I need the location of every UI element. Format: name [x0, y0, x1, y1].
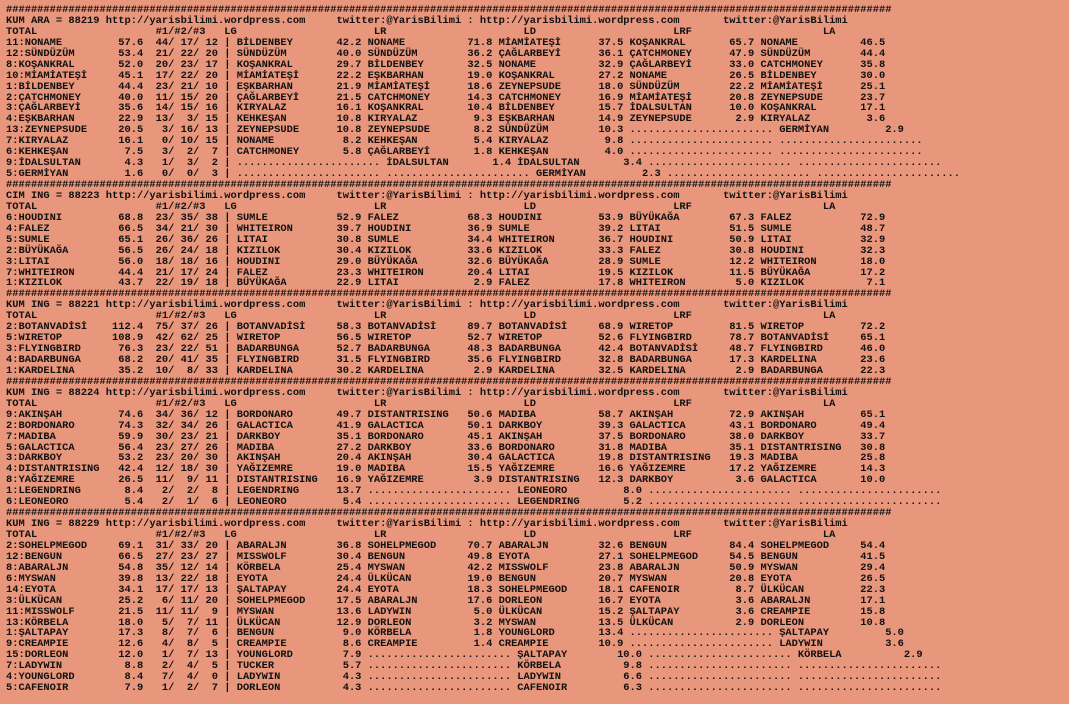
table-row: 8:ABARALJN 54.8 35/ 12/ 14 | KÖRBELA 25.4 MYSWAN 42.2 MISSWOLF 23.8 ABARALJN 50.9 MYSWAN 29.4 [6, 561, 886, 574]
table-row: 4:DISTANTRISING 42.4 12/ 18/ 30 | YAĞIZEMRE 19.0 MADIBA 15.5 YAĞIZEMRE 16.6 YAĞIZEMRE 17.2 YAĞIZEMRE 14.3 [6, 463, 886, 476]
table-row: 2:BÜYÜKAĞA 56.5 26/ 24/ 18 | KIZILOK 30.4 KIZILOK 33.6 KIZILOK 33.3 FALEZ 30.8 HOUDINI 32.3 [6, 244, 886, 257]
table-row: 14:EYOTA 34.1 17/ 17/ 13 | ŞALTAPAY 24.4 EYOTA 18.3 SOHELPMEGOD 18.1 CAFENOIR 8.7 ÜLKÜCAN 22.3 [6, 583, 886, 596]
table-row: 1:KIZILOK 43.7 22/ 19/ 18 | BÜYÜKAĞA 22.9 LITAI 2.9 FALEZ 17.8 WHITEIRON 5.0 KIZILOK 7.1 [6, 277, 886, 290]
table-row: 5:SUMLE 65.1 26/ 36/ 26 | LITAI 30.8 SUMLE 34.4 WHITEIRON 36.7 HOUDINI 50.9 LITAI 32.9 [6, 233, 886, 246]
race-header: KUM ING = 88221 http://yarisbilimi.wordpress.com twitter:@YarisBilimi : http://yarisbilimi.wordpress.com twitter:@YarisBilimi [6, 299, 848, 312]
table-row: 4:FALEZ 66.5 34/ 21/ 30 | WHITEIRON 39.7 HOUDINI 36.9 SUMLE 39.2 LITAI 51.5 SUMLE 48.7 [6, 222, 886, 235]
table-row: 7:MADIBA 59.9 30/ 23/ 21 | DARKBOY 35.1 BORDONARO 45.1 AKINŞAH 37.5 BORDONARO 38.0 DARKBOY 33.7 [6, 430, 886, 443]
section-divider: ############################################################################################################################################## [6, 179, 892, 191]
table-row: 1:KARDELINA 35.2 10/ 8/ 33 | KARDELINA 30.2 KARDELINA 2.9 KARDELINA 32.5 KARDELINA 2.9 BADARBUNGA 22.3 [6, 364, 886, 377]
table-row: 11:NONAME 57.6 44/ 17/ 12 | BİLDENBEY 42.2 NONAME 71.8 MİAMİATEŞİ 37.5 KOŞANKRAL 65.7 NONAME 46.5 [6, 36, 886, 49]
race-header: KUM ARA = 88219 http://yarisbilimi.wordpress.com twitter:@YarisBilimi : http://yarisbilimi.wordpress.com twitter:@YarisBilimi [6, 14, 848, 27]
table-row: 9:İDALSULTAN 4.3 1/ 3/ 2 | ....................... İDALSULTAN 1.4 İDALSULTAN 3.4 ....................... ....................... [6, 157, 942, 170]
column-header-row: TOTAL #1/#2/#3 LG LR LD LRF LA [6, 529, 836, 541]
table-row: 7:KIRYALAZ 16.1 0/ 10/ 15 | NONAME 8.2 KEHKEŞAN 5.4 KIRYALAZ 9.8 ....................... ....................... [6, 135, 923, 148]
section-divider: ############################################################################################################################################## [6, 507, 892, 520]
section-divider: ############################################################################################################################################## [6, 288, 892, 301]
table-row: 9:AKINŞAH 74.6 34/ 36/ 12 | BORDONARO 49.7 DISTANTRISING 50.6 MADIBA 58.7 AKINŞAH 72.9 AKINŞAH 65.1 [6, 408, 886, 421]
table-row: 2:SOHELPMEGOD 69.1 31/ 33/ 20 | ABARALJN 36.8 SOHELPMEGOD 70.7 ABARALJN 32.6 BENGUN 84.4 SOHELPMEGOD 54.4 [6, 539, 886, 552]
column-header-row: TOTAL #1/#2/#3 LG LR LD LRF LA [6, 310, 836, 323]
section-divider: ############################################################################################################################################## [6, 4, 892, 16]
table-row: 9:CREAMPIE 12.6 4/ 8/ 5 | CREAMPIE 8.6 CREAMPIE 1.4 CREAMPIE 10.9 ....................... LADYWIN 3.6 [6, 638, 904, 651]
column-header-row: TOTAL #1/#2/#3 LG LR LD LRF LA [6, 200, 836, 213]
table-row: 13:KÖRBELA 18.0 5/ 7/ 11 | ÜLKÜCAN 12.9 DORLEON 3.2 MYSWAN 13.5 ÜLKÜCAN 2.9 DORLEON 10.8 [6, 616, 886, 629]
table-row: 3:DARKBOY 53.2 23/ 20/ 30 | AKINŞAH 20.4 AKINŞAH 30.4 GALACTICA 19.8 DISTANTRISING 19.3 MADIBA 25.8 [6, 452, 886, 465]
table-row: 5:GALACTICA 56.4 23/ 27/ 26 | MADIBA 27.2 DARKBOY 33.6 BORDONARO 31.8 MADIBA 35.1 DISTANTRISING 30.8 [6, 441, 886, 454]
table-row: 6:MYSWAN 39.8 13/ 22/ 18 | EYOTA 24.4 ÜLKÜCAN 19.0 BENGUN 20.7 MYSWAN 20.8 EYOTA 26.5 [6, 572, 886, 585]
table-row: 4:YOUNGLORD 8.4 7/ 4/ 0 | LADYWIN 4.3 ....................... LADYWIN 6.6 ....................... ....................... [6, 671, 942, 684]
table-row: 4:BADARBUNGA 68.2 20/ 41/ 35 | FLYINGBIRD 31.5 FLYINGBIRD 35.6 FLYINGBIRD 32.8 BADARBUNGA 17.3 KARDELINA 23.6 [6, 354, 886, 366]
table-row: 3:FLYINGBIRD 76.3 23/ 22/ 51 | BADARBUNGA 52.7 BADARBUNGA 48.3 BADARBUNGA 42.4 BOTANVADİSİ 48.7 FLYINGBIRD 46.0 [6, 343, 886, 356]
table-row: 5:WIRETOP 108.9 42/ 62/ 25 | WIRETOP 56.5 WIRETOP 52.7 WIRETOP 52.6 FLYINGBIRD 78.7 BOTANVADİSİ 65.1 [6, 332, 886, 345]
table-row: 7:WHITEIRON 44.4 21/ 17/ 24 | FALEZ 23.3 WHITEIRON 20.4 LITAI 19.5 KIZILOK 11.5 BÜYÜKAĞA 17.2 [6, 266, 886, 279]
table-row: 13:ZEYNEPSUDE 20.5 3/ 16/ 13 | ZEYNEPSUDE 10.8 ZEYNEPSUDE 8.2 SÜNDÜZÜM 10.3 ....................... GERMİYAN 2.9 [6, 124, 904, 137]
table-row: 6:KEHKEŞAN 7.5 3/ 2/ 7 | CATCHMONEY 5.8 ÇAĞLARBEYİ 1.8 KEHKEŞAN 4.0 ....................... ....................... [6, 146, 923, 159]
table-row: 1:LEGENDRING 8.4 2/ 2/ 8 | LEGENDRING 13.7 ....................... LEONEORO 8.0 ....................... ....................... [6, 485, 942, 498]
race-header: CIM ING = 88223 http://yarisbilimi.wordpress.com twitter:@YarisBilimi : http://yarisbilimi.wordpress.com twitter:@YarisBilimi [6, 189, 848, 202]
table-row: 2:BOTANVADİSİ 112.4 75/ 37/ 26 | BOTANVADİSİ 58.3 BOTANVADİSİ 89.7 BOTANVADİSİ 68.9 WIRETOP 81.5 WIRETOP 72.2 [6, 321, 886, 334]
column-header-row: TOTAL #1/#2/#3 LG LR LD LRF LA [6, 397, 836, 410]
table-row: 12:SÜNDÜZÜM 53.4 21/ 22/ 20 | SÜNDÜZÜM 40.0 SÜNDÜZÜM 36.2 ÇAĞLARBEYİ 36.1 ÇATCHMONEY 47.9 SÜNDÜZÜM 44.4 [6, 47, 886, 60]
section-divider: ############################################################################################################################################## [6, 375, 892, 388]
table-row: 12:BENGUN 66.5 27/ 23/ 27 | MISSWOLF 30.4 BENGUN 49.8 EYOTA 27.1 SOHELPMEGOD 54.5 BENGUN 41.5 [6, 550, 886, 563]
table-row: 10:MİAMİATEŞİ 45.1 17/ 22/ 20 | MİAMİATEŞİ 22.2 EŞKBARHAN 19.0 KOŞANKRAL 27.2 NONAME 26.5 BİLDENBEY 30.0 [6, 69, 886, 82]
table-row: 6:LEONEORO 5.4 2/ 1/ 6 | LEONEORO 5.4 ....................... LEGENDRING 5.2 ....................... ....................... [6, 496, 942, 509]
table-row: 1:ŞALTAPAY 17.3 8/ 7/ 6 | BENGUN 9.0 KÖRBELA 1.8 YOUNGLORD 13.4 ....................... ŞALTAPAY 5.0 [6, 627, 904, 640]
table-row: 2:BORDONARO 74.3 32/ 34/ 26 | GALACTICA 41.9 GALACTICA 50.1 DARKBOY 39.3 GALACTICA 43.1 BORDONARO 49.4 [6, 419, 886, 432]
table-row: 15:DORLEON 12.0 1/ 7/ 13 | YOUNGLORD 7.9 ....................... ŞALTAPAY 10.0 ....................... KÖRBELA 2.9 [6, 649, 923, 662]
table-row: 3:LITAI 56.0 18/ 18/ 16 | HOUDINI 29.0 BÜYÜKAĞA 32.6 BÜYÜKAĞA 28.9 SUMLE 12.2 WHITEIRON 18.0 [6, 255, 886, 268]
table-row: 5:CAFENOIR 7.9 1/ 2/ 7 | DORLEON 4.3 ....................... CAFENOIR 6.3 ....................... ....................... [6, 682, 942, 695]
column-header-row: TOTAL #1/#2/#3 LG LR LD LRF LA [6, 25, 836, 38]
table-row: 1:BİLDENBEY 44.4 23/ 21/ 10 | EŞKBARHAN 21.9 MİAMİATEŞİ 18.6 ZEYNEPSUDE 18.0 SÜNDÜZÜM 22.2 MİAMİATEŞİ 25.1 [6, 80, 886, 93]
race-header: KUM ING = 88229 http://yarisbilimi.wordpress.com twitter:@YarisBilimi : http://yarisbilimi.wordpress.com twitter:@YarisBilimi [6, 518, 848, 531]
table-row: 8:KOŞANKRAL 52.0 20/ 23/ 17 | KOŞANKRAL 29.7 BİLDENBEY 32.5 NONAME 32.9 ÇAĞLARBEYİ 33.0 CATCHMONEY 35.8 [6, 58, 886, 71]
table-row: 8:YAĞIZEMRE 26.5 11/ 9/ 11 | DISTANTRISING 16.9 YAĞIZEMRE 3.9 DISTANTRISING 12.3 DARKBOY 3.6 GALACTICA 10.0 [6, 474, 886, 487]
table-row: 4:EŞKBARHAN 22.9 13/ 3/ 15 | KEHKEŞAN 10.8 KIRYALAZ 9.3 EŞKBARHAN 14.9 ZEYNEPSUDE 2.9 KIRYALAZ 3.6 [6, 113, 886, 126]
table-row: 7:LADYWIN 8.8 2/ 4/ 5 | TUCKER 5.7 ....................... KÖRBELA 9.8 ....................... ....................... [6, 660, 942, 673]
race-header: KUM ING = 88224 http://yarisbilimi.wordpress.com twitter:@YarisBilimi : http://yarisbilimi.wordpress.com twitter:@YarisBilimi [6, 386, 848, 399]
table-row: 6:HOUDINI 68.8 23/ 35/ 38 | SUMLE 52.9 FALEZ 68.3 HOUDINI 53.9 BÜYÜKAĞA 67.3 FALEZ 72.9 [6, 211, 886, 224]
table-row: 2:ÇATCHMONEY 40.0 11/ 15/ 20 | ÇAĞLARBEYİ 21.5 CATCHMONEY 14.3 CATCHMONEY 16.9 MİAMİATEŞİ 20.8 ZEYNEPSUDE 23.7 [6, 91, 886, 104]
table-row: 3:ÜLKÜCAN 25.2 6/ 11/ 20 | SOHELPMEGOD 17.5 ABARALJN 17.6 DORLEON 16.7 EYOTA 3.6 ABARALJN 17.1 [6, 594, 886, 607]
table-row: 3:ÇAĞLARBEYİ 35.6 14/ 15/ 16 | KIRYALAZ 16.1 KOŞANKRAL 10.4 BİLDENBEY 15.7 İDALSULTAN 10.0 KOŞANKRAL 17.1 [6, 102, 886, 115]
table-row: 5:GERMİYAN 1.6 0/ 0/ 3 | ....................... ....................... GERMİYAN 2.3 ....................... ....................... [6, 168, 961, 181]
table-row: 11:MISSWOLF 21.5 11/ 11/ 9 | MYSWAN 13.6 LADYWIN 5.0 ÜLKÜCAN 15.2 ŞALTAPAY 3.6 CREAMPIE 15.8 [6, 605, 886, 618]
